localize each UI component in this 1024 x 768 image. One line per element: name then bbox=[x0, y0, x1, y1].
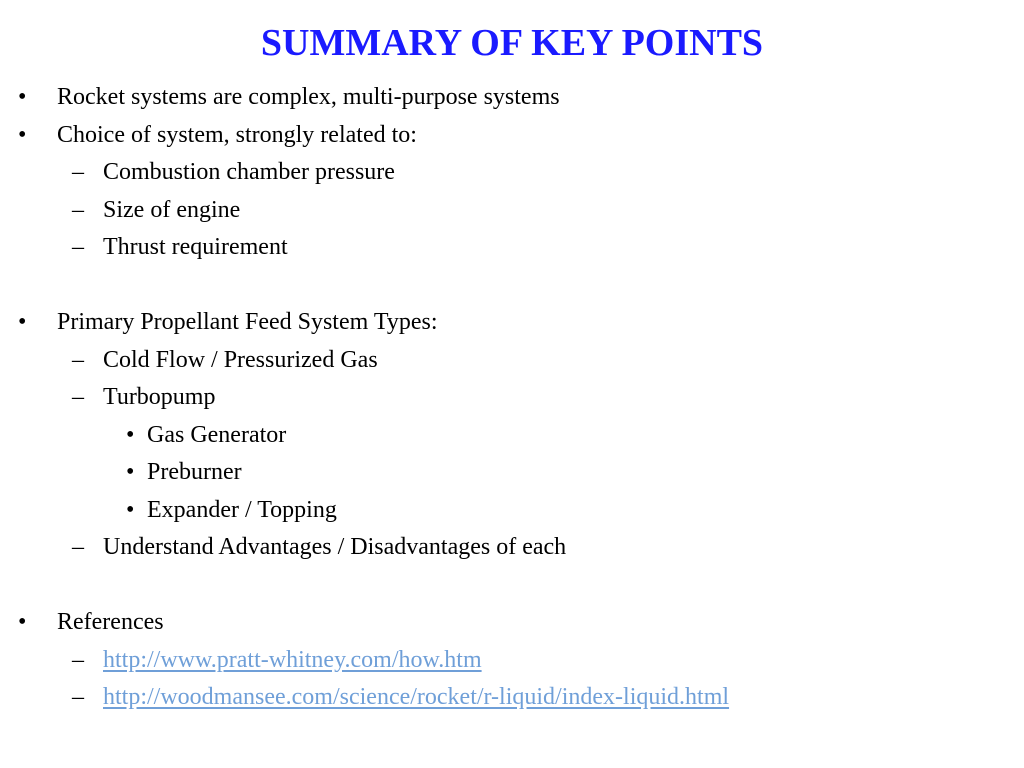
dash-marker: – bbox=[72, 196, 84, 223]
bullet-marker: • bbox=[126, 496, 135, 523]
bullet-item bbox=[0, 379, 1024, 417]
bullet-text: Preburner bbox=[147, 459, 242, 485]
bullet-item bbox=[0, 529, 1024, 567]
bullet-marker: • bbox=[18, 309, 27, 335]
bullet-text: Cold Flow / Pressurized Gas bbox=[103, 346, 378, 373]
reference-link[interactable]: http://www.pratt-whitney.com/how.htm bbox=[103, 646, 482, 673]
bullet-item bbox=[0, 229, 1024, 267]
bullet-item bbox=[0, 492, 1024, 530]
spacer bbox=[0, 267, 1024, 305]
bullet-text: Understand Advantages / Disadvantages of each bbox=[103, 534, 567, 560]
bullet-text: Size of engine bbox=[103, 196, 241, 223]
bullet-text: Turbopump bbox=[103, 384, 216, 410]
dash-marker: – bbox=[72, 684, 84, 710]
bullet-item bbox=[0, 342, 1024, 380]
bullet-item bbox=[0, 454, 1024, 492]
bullet-text: Thrust requirement bbox=[103, 234, 288, 260]
bullet-item bbox=[0, 604, 1024, 642]
bullet-text: Rocket systems are complex, multi-purpose systems bbox=[57, 84, 560, 110]
dash-marker: – bbox=[72, 234, 84, 260]
dash-marker: – bbox=[72, 346, 84, 373]
bullet-marker: • bbox=[18, 84, 27, 110]
bullet-item bbox=[0, 192, 1024, 230]
slide-title: SUMMARY OF KEY POINTS bbox=[260, 22, 764, 64]
spacer bbox=[0, 567, 1024, 605]
bullet-item bbox=[0, 117, 1024, 155]
bullet-text: Choice of system, strongly related to: bbox=[57, 121, 417, 148]
dash-marker: – bbox=[72, 534, 84, 560]
bullet-text: Expander / Topping bbox=[147, 496, 337, 523]
bullet-marker: • bbox=[18, 121, 27, 148]
reference-link-item bbox=[0, 679, 1024, 717]
bullet-item bbox=[0, 417, 1024, 455]
dash-marker: – bbox=[72, 646, 84, 673]
bullet-marker: • bbox=[126, 421, 135, 448]
bullet-text: References bbox=[57, 609, 164, 635]
bullet-marker: • bbox=[18, 609, 27, 635]
bullet-item bbox=[0, 79, 1024, 117]
bullet-item bbox=[0, 304, 1024, 342]
bullet-list bbox=[0, 79, 1024, 717]
bullet-item bbox=[0, 154, 1024, 192]
reference-link-item bbox=[0, 642, 1024, 680]
dash-marker: – bbox=[72, 384, 84, 410]
bullet-text: Combustion chamber pressure bbox=[103, 159, 395, 185]
reference-link[interactable]: http://woodmansee.com/science/rocket/r-liquid/index-liquid.html bbox=[103, 684, 730, 710]
dash-marker: – bbox=[72, 159, 84, 185]
bullet-text: Gas Generator bbox=[147, 421, 287, 448]
bullet-text: Primary Propellant Feed System Types: bbox=[57, 309, 438, 335]
bullet-marker: • bbox=[126, 459, 135, 485]
